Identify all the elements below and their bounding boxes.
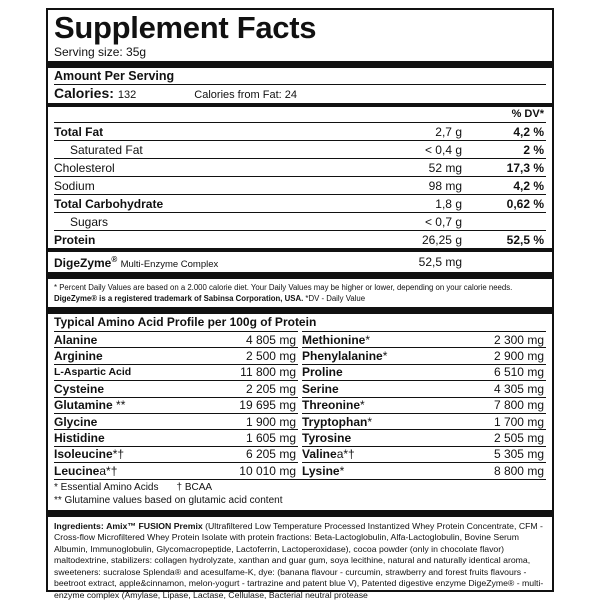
amino-label: Isoleucine xyxy=(54,447,113,462)
amino-value: 8 800 mg xyxy=(493,463,544,478)
nutrient-row-total-fat xyxy=(54,122,546,140)
amino-row xyxy=(54,446,298,462)
amino-name xyxy=(302,415,494,429)
amino-name xyxy=(302,382,494,396)
amino-value: 4 305 mg xyxy=(493,381,544,396)
amino-value: 2 900 mg xyxy=(493,349,544,364)
amino-notes xyxy=(54,479,546,507)
amino-name xyxy=(302,447,494,461)
nutrient-row-sugars xyxy=(54,212,546,230)
amino-row xyxy=(302,462,546,478)
divider-thick xyxy=(48,61,552,68)
amino-name xyxy=(54,349,246,363)
divider-thick xyxy=(48,272,552,279)
amino-label: Leucine xyxy=(54,463,100,478)
amino-label: L-Aspartic Acid xyxy=(54,366,132,379)
amino-value: 10 010 mg xyxy=(239,463,296,478)
footnote-dv: * Percent Daily Values are based on a 2.000 calorie diet. Your Daily Values may be higher or lower, depending on your calorie needs. xyxy=(54,283,513,292)
calories-value: 132 xyxy=(117,89,137,101)
amino-name xyxy=(54,333,246,347)
amino-suffix: * xyxy=(339,463,345,478)
amino-table xyxy=(54,331,546,479)
amino-value: 2 500 mg xyxy=(245,349,296,364)
trademark-text: DigeZyme® is a registered trademark of Sabinsa Corporation, USA. xyxy=(54,294,304,303)
ingredients-text: (Ultrafiltered Low Temperature Processed Instantized Whey Protein Concentrate, CFM - Cross-flow Microfiltered Whey Protein Isolate with protein fractions: Beta-Lactoglobulin, Alfa-Lactoglobulin, Bovine Serum Albumin, Immunoglobulin, Glycomacropeptide, Lactoferrin, Lactoperoxidase), cocoa powder (only in chocolate flavor) maltodextrine, stabilizers: collagen hydrolyzate, xanthan and guar gum, soya lecithine, natural and naturally identical aroma, sweeteners: sucralose Splenda® and acesulfame-K, dye: (banana flavour - curcumin, strawberry and forest fruits flavours - beetroot extract, apple&cinnamon, melon-yogurt - tartrazine and patent blue V), Patented digestive enzyme DigeZyme® - multi-enzyme complex (Amylase, Lipase, Lactase, Cellulase, Bacterial neutral protease xyxy=(54,520,544,601)
amino-label: Proline xyxy=(302,365,343,380)
amino-label: Histidine xyxy=(54,431,105,446)
amino-row xyxy=(302,413,546,429)
amino-label: Tyrosine xyxy=(302,431,352,446)
digezyme-name xyxy=(54,255,350,270)
amino-value: 1 700 mg xyxy=(493,414,544,429)
amino-name xyxy=(302,398,494,412)
amino-name xyxy=(302,349,494,363)
calories-label: Calories: xyxy=(54,85,114,101)
amino-row xyxy=(54,429,298,445)
amino-row xyxy=(54,462,298,478)
nutrient-amount: 1,8 g xyxy=(435,196,462,211)
dv-header: % DV* xyxy=(511,108,544,120)
nutrient-dv: 2 % xyxy=(523,142,544,157)
footnote-trademark xyxy=(54,293,546,304)
amino-row xyxy=(54,413,298,429)
amino-label: Glycine xyxy=(54,414,98,429)
amino-value: 1 900 mg xyxy=(245,414,296,429)
amino-label: Tryptophan xyxy=(302,414,368,429)
amino-suffix: ** xyxy=(112,398,126,413)
amino-label: Serine xyxy=(302,381,339,396)
nutrient-name: Saturated Fat xyxy=(70,142,143,157)
amino-name xyxy=(54,447,246,461)
ingredients-label: Ingredients: xyxy=(54,520,104,531)
amino-value: 2 300 mg xyxy=(493,332,544,347)
digezyme-desc: Multi-Enzyme Complex xyxy=(120,258,219,270)
amino-name xyxy=(302,464,494,478)
amino-suffix: * xyxy=(367,414,373,429)
nutrient-name: Sugars xyxy=(70,214,109,229)
amino-name xyxy=(54,366,240,378)
nutrient-row-protein xyxy=(54,230,546,248)
ingredients xyxy=(54,517,546,602)
nutrient-row-cholesterol xyxy=(54,158,546,176)
nutrient-name: Total Fat xyxy=(54,124,104,139)
amino-suffix: a*† xyxy=(336,447,355,462)
bcaa-note: † BCAA xyxy=(176,481,213,493)
essential-note: * Essential Amino Acids xyxy=(54,481,159,493)
amino-label: Alanine xyxy=(54,332,98,347)
notes-line xyxy=(54,481,546,494)
amino-label: Glutamine xyxy=(54,398,113,413)
amino-suffix: * xyxy=(382,349,388,364)
amino-label: Methionine xyxy=(302,332,366,347)
amino-row xyxy=(54,397,298,413)
nutrient-name: Total Carbohydrate xyxy=(54,196,164,211)
amino-suffix: * xyxy=(360,398,365,413)
nutrient-row-sodium xyxy=(54,176,546,194)
digezyme-row xyxy=(54,252,546,272)
serving-size: Serving size: 35g xyxy=(54,45,147,59)
amino-label: Arginine xyxy=(54,349,103,364)
amino-label: Phenylalanine xyxy=(302,349,383,364)
amino-value: 19 695 mg xyxy=(239,398,296,413)
supplement-facts-panel xyxy=(46,8,554,601)
ingredients-premix: Amix™ FUSION Premix xyxy=(106,520,203,531)
calories-from-fat: Calories from Fat: 24 xyxy=(194,89,297,101)
amino-row xyxy=(302,331,546,347)
amino-name xyxy=(54,464,239,478)
nutrient-dv: 0,62 % xyxy=(506,196,544,211)
nutrient-amount: < 0,7 g xyxy=(424,214,462,229)
divider-thick xyxy=(48,510,552,517)
digezyme-label: DigeZyme xyxy=(54,255,112,270)
amino-value: 2 505 mg xyxy=(493,431,544,446)
nutrient-name: Sodium xyxy=(54,178,95,193)
amino-row xyxy=(54,364,298,380)
nutrient-dv: 52,5 % xyxy=(506,232,544,247)
nutrient-dv: 17,3 % xyxy=(506,160,544,175)
amino-row xyxy=(302,380,546,396)
amino-name xyxy=(54,431,246,445)
amino-title: Typical Amino Acid Profile per 100g of Protein xyxy=(54,315,317,329)
amino-value: 6 205 mg xyxy=(245,447,296,462)
nutrient-row-saturated-fat xyxy=(54,140,546,158)
amino-suffix: *† xyxy=(112,447,125,462)
panel-title: Supplement Facts xyxy=(54,10,317,45)
amino-value: 5 305 mg xyxy=(493,447,544,462)
amino-column-left xyxy=(54,331,298,479)
amino-value: 1 605 mg xyxy=(245,431,296,446)
amino-row xyxy=(54,347,298,363)
nutrient-name: Protein xyxy=(54,232,96,247)
amino-row xyxy=(302,364,546,380)
amino-row xyxy=(302,446,546,462)
glutamine-note: ** Glutamine values based on glutamic acid content xyxy=(54,494,283,506)
amino-column-right xyxy=(302,331,546,479)
amino-suffix: a*† xyxy=(99,463,118,478)
nutrient-dv: 4,2 % xyxy=(513,178,544,193)
nutrient-name: Cholesterol xyxy=(54,160,115,175)
amino-row xyxy=(54,331,298,347)
amount-per-serving: Amount Per Serving xyxy=(54,69,175,83)
amino-value: 6 510 mg xyxy=(493,365,544,380)
nutrient-amount: 26,25 g xyxy=(421,232,462,247)
registered-mark: ® xyxy=(111,254,118,264)
amino-value: 2 205 mg xyxy=(245,381,296,396)
nutrient-row-total-carbohydrate xyxy=(54,194,546,212)
amino-row xyxy=(302,429,546,445)
nutrient-dv: 4,2 % xyxy=(513,124,544,139)
amino-name xyxy=(302,333,494,347)
amino-suffix: * xyxy=(365,332,370,347)
amino-label: Threonine xyxy=(302,398,361,413)
amino-row xyxy=(302,397,546,413)
amino-name xyxy=(302,431,494,445)
calories-row xyxy=(54,85,546,103)
footnote xyxy=(54,279,546,307)
nutrient-amount: 52 mg xyxy=(428,160,462,175)
amino-value: 4 805 mg xyxy=(245,332,296,347)
amino-label: Valine xyxy=(302,447,337,462)
dv-legend: *DV - Daily Value xyxy=(305,294,366,303)
amino-label: Lysine xyxy=(302,463,340,478)
amino-name xyxy=(54,415,246,429)
nutrient-amount: < 0,4 g xyxy=(424,142,462,157)
amino-row xyxy=(54,380,298,396)
amino-name xyxy=(54,382,246,396)
divider-thick xyxy=(48,307,552,314)
amino-value: 7 800 mg xyxy=(493,398,544,413)
amino-name xyxy=(54,398,239,412)
amino-label: Cysteine xyxy=(54,381,105,396)
nutrient-amount: 98 mg xyxy=(428,178,462,193)
amino-value: 11 800 mg xyxy=(240,365,296,380)
nutrient-amount: 2,7 g xyxy=(435,124,462,139)
digezyme-amount: 52,5 mg xyxy=(418,255,462,269)
amino-name xyxy=(302,365,494,379)
amino-row xyxy=(302,347,546,363)
